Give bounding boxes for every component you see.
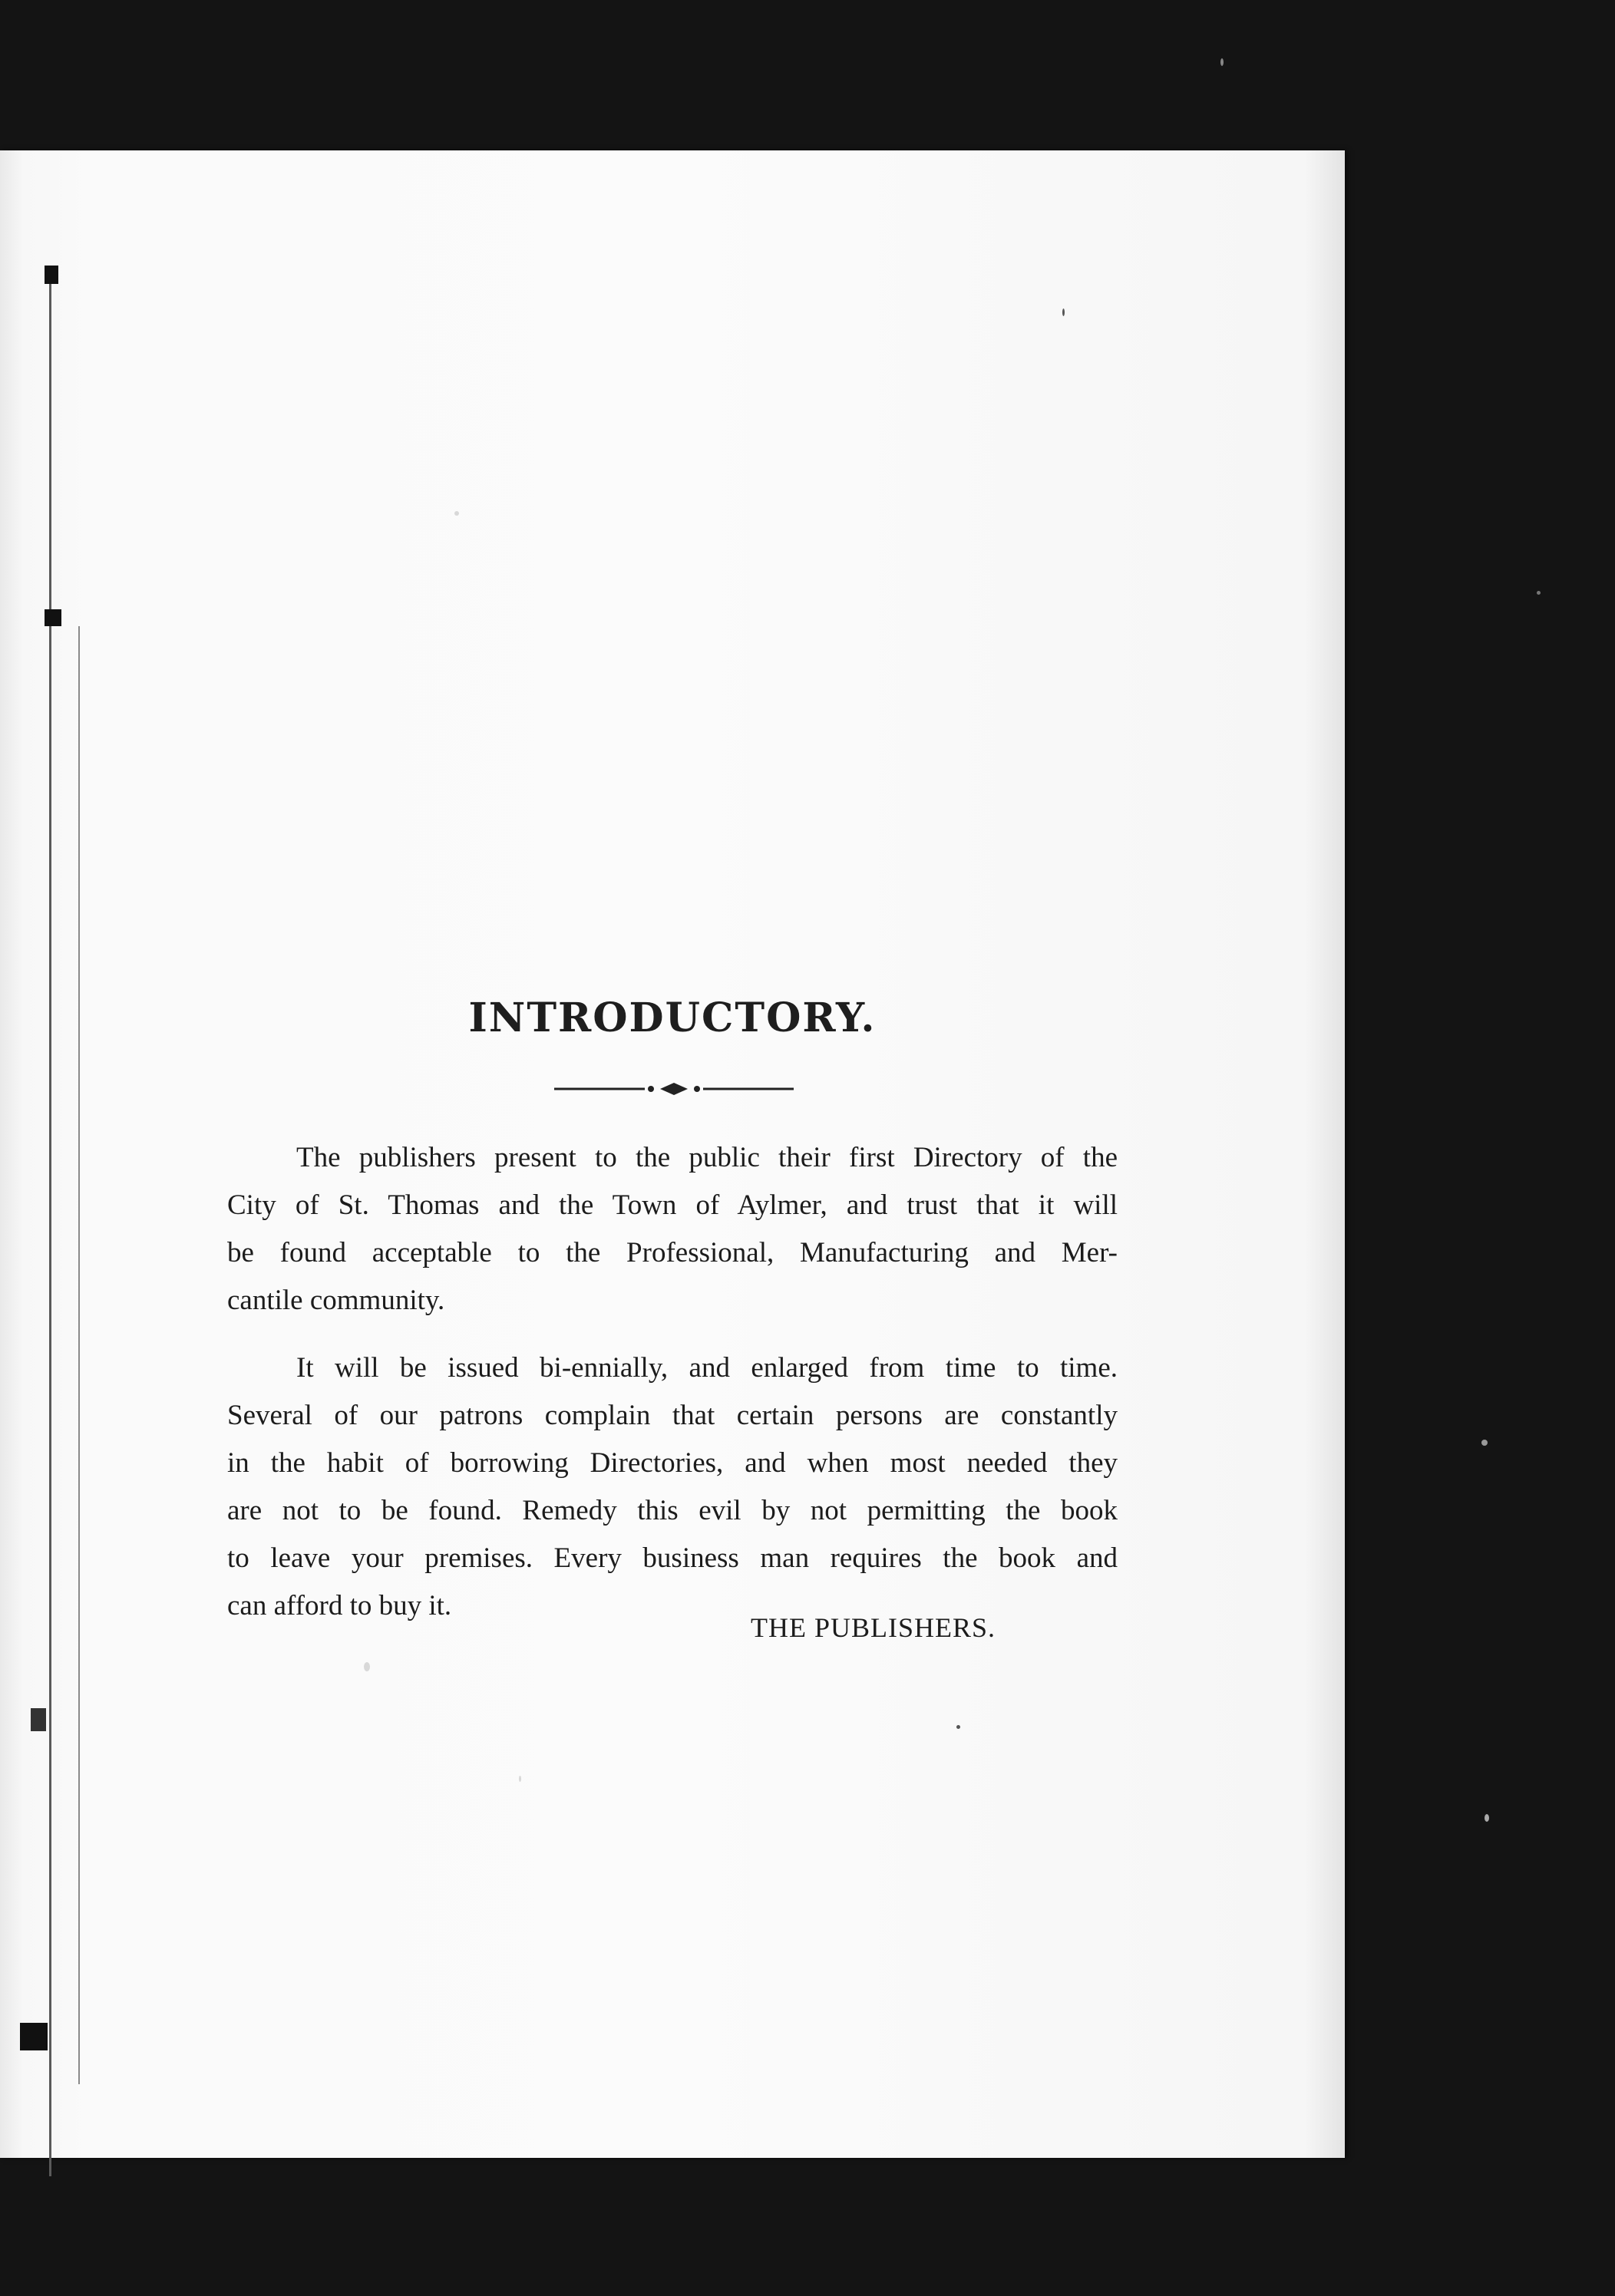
binding-inner-line bbox=[78, 626, 80, 2084]
binding-mark-lower bbox=[31, 1708, 46, 1731]
text-line: to leave your premises. Every business man requires the book and bbox=[227, 1542, 1118, 1574]
binding-mark-bottom bbox=[20, 2023, 48, 2050]
document-page bbox=[0, 150, 1345, 2158]
paper-speck bbox=[364, 1662, 370, 1671]
text-line: It will be issued bi-ennially, and enlarged from time to time. bbox=[296, 1352, 1118, 1384]
paper-speck bbox=[454, 511, 459, 516]
binding-mark-middle bbox=[45, 609, 61, 626]
scanner-bed-speck bbox=[1220, 58, 1224, 66]
binding-edge-line bbox=[49, 273, 51, 2176]
paper-speck bbox=[519, 1776, 521, 1782]
divider-ornament-icon bbox=[554, 1077, 794, 1100]
page-title: INTRODUCTORY. bbox=[468, 995, 877, 1041]
intro-paragraph-1 bbox=[227, 1134, 1118, 1324]
text-line: City of St. Thomas and the Town of Aylmer, and trust that it will bbox=[227, 1189, 1118, 1221]
text-line: Several of our patrons complain that certain persons are constantly bbox=[227, 1400, 1118, 1431]
binding-mark-top bbox=[45, 266, 58, 284]
text-line: cantile community. bbox=[227, 1285, 445, 1316]
text-line: in the habit of borrowing Directories, and when most needed they bbox=[227, 1447, 1118, 1479]
scanner-bed-speck bbox=[1485, 1814, 1489, 1822]
text-line: be found acceptable to the Professional, Manufacturing and Mer- bbox=[227, 1237, 1118, 1268]
paper-speck bbox=[956, 1725, 960, 1729]
paper-speck bbox=[1062, 308, 1065, 316]
scanner-bed-speck bbox=[1537, 591, 1541, 595]
signature: THE PUBLISHERS. bbox=[751, 1612, 996, 1643]
text-line: are not to be found. Remedy this evil by not permitting the book bbox=[227, 1495, 1118, 1526]
intro-paragraph-2 bbox=[227, 1344, 1118, 1630]
text-line: The publishers present to the public their first Directory of the bbox=[296, 1142, 1118, 1173]
scanner-bed-speck bbox=[1481, 1440, 1488, 1446]
text-line: can afford to buy it. bbox=[227, 1590, 452, 1621]
